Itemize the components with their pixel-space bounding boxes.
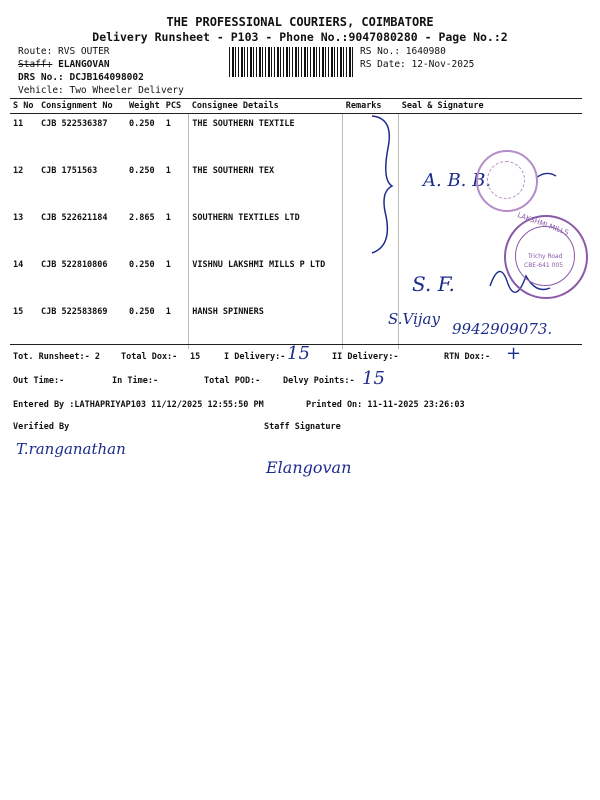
- rs-date: RS Date: 12-Nov-2025: [360, 59, 475, 70]
- total-dox-label: Total Dox:-: [121, 352, 178, 362]
- cell-sno: 15: [13, 307, 24, 317]
- cell-consignee: HANSH SPINNERS: [189, 302, 343, 349]
- in-time-label: In Time:-: [112, 376, 159, 386]
- stamp-text-address: Trichy Road: [528, 253, 563, 260]
- col-header-weight: Weight: [126, 99, 163, 114]
- out-time-label: Out Time:-: [13, 376, 65, 386]
- cell-weight: 0.250: [129, 166, 155, 176]
- cell-sno: 12: [13, 166, 24, 176]
- handwritten-row14-sign: S. F.: [412, 272, 455, 296]
- handwritten-row15-name: S.Vijay: [388, 310, 440, 328]
- handwritten-verified-sign: T.ranganathan: [16, 440, 126, 458]
- handwritten-row15-phone: 9942909073.: [452, 320, 553, 338]
- cell-weight: 2.865: [129, 213, 155, 223]
- i-delivery-label: I Delivery:-: [224, 352, 286, 362]
- cell-sno: 11: [13, 119, 24, 129]
- cell-consignee: THE SOUTHERN TEX: [189, 161, 343, 208]
- handwritten-rtn-dox: +: [506, 343, 522, 364]
- tot-runsheet: Tot. Runsheet:- 2: [13, 352, 100, 362]
- col-header-sno: S No: [10, 99, 38, 114]
- ii-delivery-label: II Delivery:-: [332, 352, 399, 362]
- cell-consignment: CJB 522621184: [41, 213, 108, 223]
- entered-by: Entered By :LATHAPRIYAP103 11/12/2025 12:55:50 PM: [13, 400, 264, 410]
- cell-pcs: 1: [165, 119, 171, 129]
- cell-consignment: CJB 1751563: [41, 166, 98, 176]
- handwritten-staff-sign: Elangovan: [266, 458, 352, 477]
- barcode: [229, 47, 355, 77]
- rs-number: RS No.: 1640980: [360, 46, 446, 57]
- signature-tick: [536, 173, 556, 178]
- drs-number: DRS No.: DCJB164098002: [18, 72, 144, 83]
- stamp-text-city: CBE-641 005: [524, 262, 564, 269]
- cell-consignment: CJB 522583869: [41, 307, 108, 317]
- cell-consignment: CJB 522536387: [41, 119, 108, 129]
- seal-stamp-1: [476, 150, 538, 212]
- cell-consignee: VISHNU LAKSHMI MILLS P LTD: [189, 255, 343, 302]
- handwritten-i-delivery: 15: [287, 343, 310, 364]
- rtn-dox-label: RTN Dox:-: [444, 352, 491, 362]
- handwritten-delvy-points: 15: [362, 368, 385, 389]
- vehicle-text: Vehicle: Two Wheeler Delivery: [18, 85, 184, 96]
- cell-pcs: 1: [165, 260, 171, 270]
- cell-sno: 13: [13, 213, 24, 223]
- cell-consignee: SOUTHERN TEXTILES LTD: [189, 208, 343, 255]
- cell-weight: 0.250: [129, 260, 155, 270]
- stamp-text-lakshmi: LAKSHMI MILLS: [516, 211, 570, 237]
- staff-row: [18, 59, 110, 70]
- document-subtitle: Delivery Runsheet - P103 - Phone No.:9047080280 - Page No.:2: [92, 30, 508, 44]
- seal-stamp-1-inner-ring: [487, 161, 525, 199]
- total-dox-value: 15: [190, 352, 201, 362]
- col-header-pcs: PCS: [163, 99, 189, 114]
- cell-consignment: CJB 522810806: [41, 260, 108, 270]
- printed-on: Printed On: 11-11-2025 23:26:03: [306, 400, 465, 410]
- delvy-points-label: Delvy Points:-: [283, 376, 355, 386]
- col-header-consignment: Consignment No: [38, 99, 126, 114]
- cell-consignee: THE SOUTHERN TEXTILE: [189, 114, 343, 162]
- col-header-consignee: Consignee Details: [189, 99, 343, 114]
- col-header-remarks: Remarks: [343, 99, 399, 114]
- staff-signature-label: Staff Signature: [264, 422, 341, 432]
- document-title: THE PROFESSIONAL COURIERS, COIMBATORE: [166, 15, 434, 29]
- seal-stamp-2: [504, 211, 588, 299]
- brace-mark: [372, 116, 392, 253]
- cell-weight: 0.250: [129, 119, 155, 129]
- verified-by-label: Verified By: [13, 422, 70, 432]
- col-header-seal: Seal & Signature: [399, 99, 582, 114]
- cell-pcs: 1: [165, 213, 171, 223]
- handwritten-row13-mark: A. B. B.: [423, 170, 492, 191]
- cell-pcs: 1: [165, 166, 171, 176]
- staff-label: Staff:: [18, 59, 53, 70]
- staff-name: ELANGOVAN: [58, 59, 110, 70]
- cell-weight: 0.250: [129, 307, 155, 317]
- cell-pcs: 1: [165, 307, 171, 317]
- cell-sno: 14: [13, 260, 24, 270]
- route-text: Route: RVS OUTER: [18, 46, 110, 57]
- total-pod-label: Total POD:-: [204, 376, 261, 386]
